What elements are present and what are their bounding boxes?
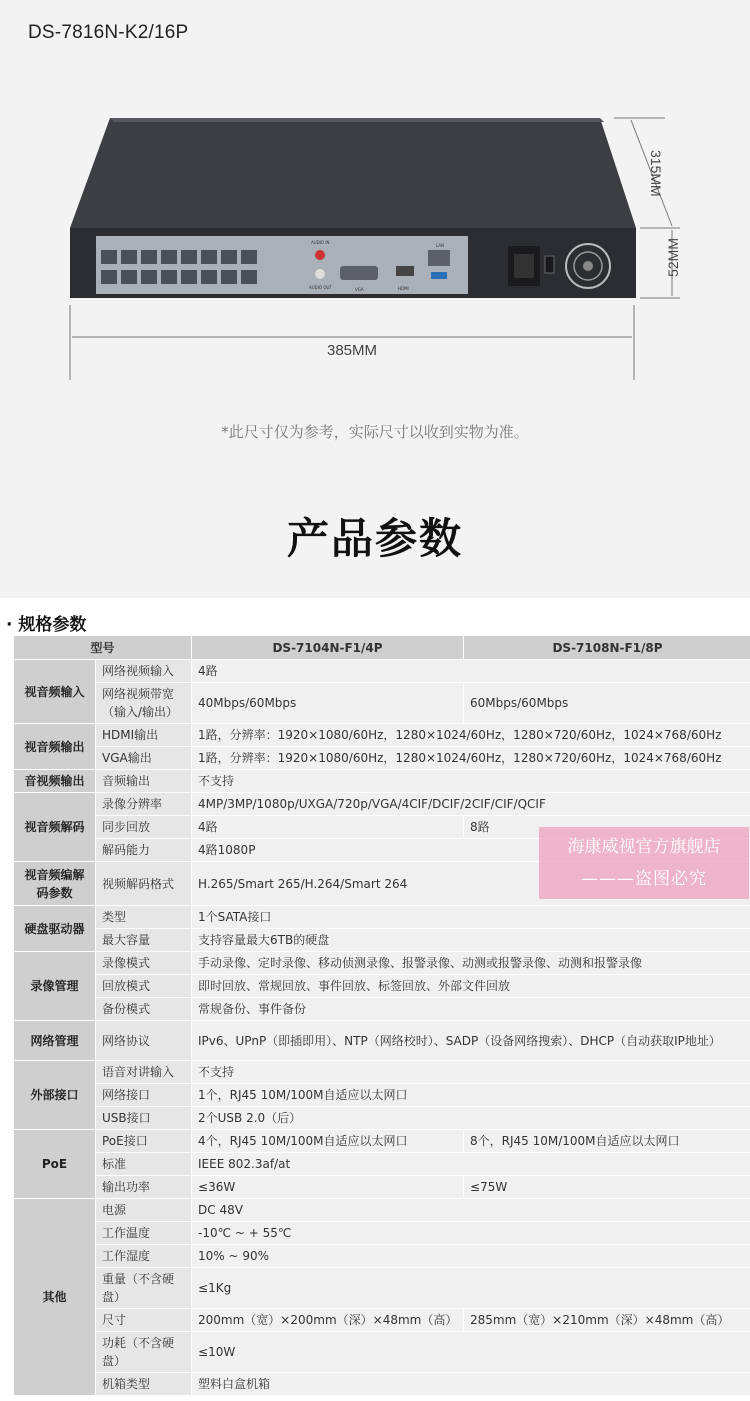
row-label: 音频输出	[96, 770, 192, 793]
row-label: 工作温度	[96, 1222, 192, 1245]
table-row	[14, 683, 750, 724]
row-value: 1路，分辨率：1920×1080/60Hz，1280×1024/60Hz，1280×720/60Hz，1024×768/60Hz	[192, 724, 750, 747]
row-label: 类型	[96, 906, 192, 929]
row-label: 回放模式	[96, 975, 192, 998]
row-value: 4MP/3MP/1080p/UXGA/720p/VGA/4CIF/DCIF/2CIF/CIF/QCIF	[192, 793, 750, 816]
row-value: 200mm（宽）×200mm（深）×48mm（高）	[192, 1309, 464, 1332]
table-row	[14, 1309, 750, 1332]
row-label: 输出功率	[96, 1176, 192, 1199]
cat-other: 其他	[14, 1199, 96, 1396]
table-row	[14, 1222, 750, 1245]
row-value: 即时回放、常规回放、事件回放、标签回放、外部文件回放	[192, 975, 750, 998]
row-label: 网络协议	[96, 1021, 192, 1061]
row-value: 1个，RJ45 10M/100M自适应以太网口	[192, 1084, 750, 1107]
header-model: 型号	[14, 636, 192, 660]
row-label: VGA输出	[96, 747, 192, 770]
watermark-line2: ———盗图必究	[581, 869, 707, 889]
table-row	[14, 998, 750, 1021]
row-value: DC 48V	[192, 1199, 750, 1222]
row-value: 支持容量最大6TB的硬盘	[192, 929, 750, 952]
cat-poe: PoE	[14, 1130, 96, 1199]
cat-audio-output: 音视频输出	[14, 770, 96, 793]
power-switch	[545, 256, 554, 273]
vga-port	[340, 266, 378, 280]
row-label: 解码能力	[96, 839, 192, 862]
lan-port	[428, 250, 450, 266]
row-label: 录像模式	[96, 952, 192, 975]
row-label: 视频解码格式	[96, 862, 192, 906]
table-row	[14, 1130, 750, 1153]
table-row	[14, 1107, 750, 1130]
product-image-area	[0, 0, 750, 598]
table-row	[14, 1373, 750, 1396]
table-row	[14, 724, 750, 747]
hdmi-port	[396, 266, 414, 276]
table-row	[14, 747, 750, 770]
table-row	[14, 929, 750, 952]
audio-in-jack	[315, 250, 325, 260]
row-value: 不支持	[192, 1061, 750, 1084]
lan-label: LAN	[436, 243, 445, 248]
row-label: 网络接口	[96, 1084, 192, 1107]
cat-hdd: 硬盘驱动器	[14, 906, 96, 952]
table-row	[14, 660, 750, 683]
table-row	[14, 1061, 750, 1084]
row-label: USB接口	[96, 1107, 192, 1130]
table-row	[14, 1268, 750, 1309]
row-value: 不支持	[192, 770, 750, 793]
row-value: -10℃ ~ + 55℃	[192, 1222, 750, 1245]
hdmi-label: HDMI	[398, 286, 409, 291]
table-row	[14, 975, 750, 998]
row-value: 4路	[192, 816, 464, 839]
row-value: 4路1080P	[192, 839, 750, 862]
cat-network: 网络管理	[14, 1021, 96, 1061]
table-row	[14, 1176, 750, 1199]
row-label: PoE接口	[96, 1130, 192, 1153]
watermark-line1: 海康威视官方旗舰店	[567, 837, 721, 857]
row-label: 语音对讲输入	[96, 1061, 192, 1084]
cat-av-output: 视音频输出	[14, 724, 96, 770]
vga-label: VGA	[355, 287, 364, 292]
row-value: 60Mbps/60Mbps	[464, 683, 750, 724]
row-value: 2个USB 2.0（后）	[192, 1107, 750, 1130]
dim-depth: 315MM	[648, 150, 664, 197]
header-model-2: DS-7108N-F1/8P	[464, 636, 750, 660]
table-row	[14, 770, 750, 793]
watermark	[539, 827, 749, 899]
cat-codec: 视音频编解码参数	[14, 862, 96, 906]
row-label: 同步回放	[96, 816, 192, 839]
row-value: 10% ~ 90%	[192, 1245, 750, 1268]
row-value: H.265/Smart 265/H.264/Smart 264	[192, 862, 750, 906]
cat-ext: 外部接口	[14, 1061, 96, 1130]
table-row	[14, 906, 750, 929]
cat-decode: 视音频解码	[14, 793, 96, 862]
row-label: 标准	[96, 1153, 192, 1176]
table-row	[14, 1199, 750, 1222]
audio-out-label: AUDIO OUT	[309, 285, 332, 290]
table-row	[14, 1084, 750, 1107]
row-label: 备份模式	[96, 998, 192, 1021]
device-rear-illustration	[0, 0, 750, 400]
table-row	[14, 793, 750, 816]
device-top-cover	[70, 118, 636, 228]
row-label: 录像分辨率	[96, 793, 192, 816]
table-row	[14, 952, 750, 975]
section-title: 产品参数	[286, 514, 463, 563]
row-label: 网络视频输入	[96, 660, 192, 683]
model-title: DS-7816N-K2/16P	[28, 22, 189, 43]
row-label: 尺寸	[96, 1309, 192, 1332]
size-note: *此尺寸仅为参考，实际尺寸以收到实物为准。	[221, 423, 529, 441]
row-value: ≤36W	[192, 1176, 464, 1199]
cat-av-input: 视音频输入	[14, 660, 96, 724]
row-value: 4个，RJ45 10M/100M自适应以太网口	[192, 1130, 464, 1153]
row-value: 1个SATA接口	[192, 906, 750, 929]
audio-out-jack	[315, 269, 325, 279]
row-value: 8个，RJ45 10M/100M自适应以太网口	[464, 1130, 750, 1153]
row-label: 工作湿度	[96, 1245, 192, 1268]
spec-heading: · 规格参数	[6, 615, 87, 635]
row-label: 功耗（不含硬盘）	[96, 1332, 192, 1373]
spec-table	[13, 635, 750, 1396]
row-value: 285mm（宽）×210mm（深）×48mm（高）	[464, 1309, 750, 1332]
row-label: 重量（不含硬盘）	[96, 1268, 192, 1309]
table-row	[14, 1021, 750, 1061]
row-value: 40Mbps/60Mbps	[192, 683, 464, 724]
dim-width: 385MM	[326, 342, 378, 359]
audio-in-label: AUDIO IN	[311, 240, 330, 245]
row-value: 1路，分辨率：1920×1080/60Hz，1280×1024/60Hz，1280×720/60Hz，1024×768/60Hz	[192, 747, 750, 770]
row-value: 8路	[464, 816, 750, 839]
row-label: 最大容量	[96, 929, 192, 952]
table-row	[14, 636, 750, 660]
row-value: 塑料白盒机箱	[192, 1373, 750, 1396]
cat-record: 录像管理	[14, 952, 96, 1021]
row-label: 机箱类型	[96, 1373, 192, 1396]
row-label: HDMI输出	[96, 724, 192, 747]
table-row	[14, 1153, 750, 1176]
dim-height: 52MM	[665, 238, 681, 277]
row-label: 电源	[96, 1199, 192, 1222]
row-value: 常规备份、事件备份	[192, 998, 750, 1021]
row-value: 4路	[192, 660, 750, 683]
table-row	[14, 1245, 750, 1268]
header-model-1: DS-7104N-F1/4P	[192, 636, 464, 660]
table-row	[14, 1332, 750, 1373]
row-value: ≤10W	[192, 1332, 750, 1373]
usb-port	[431, 272, 447, 279]
row-value: IPv6、UPnP（即插即用）、NTP（网络校时）、SADP（设备网络搜索）、DHCP（自动获取IP地址）	[192, 1021, 750, 1061]
row-value: IEEE 802.3af/at	[192, 1153, 750, 1176]
row-value: ≤1Kg	[192, 1268, 750, 1309]
row-label: 网络视频带宽（输入/输出）	[96, 683, 192, 724]
row-value: ≤75W	[464, 1176, 750, 1199]
row-value: 手动录像、定时录像、移动侦测录像、报警录像、动测或报警录像、动测和报警录像	[192, 952, 750, 975]
